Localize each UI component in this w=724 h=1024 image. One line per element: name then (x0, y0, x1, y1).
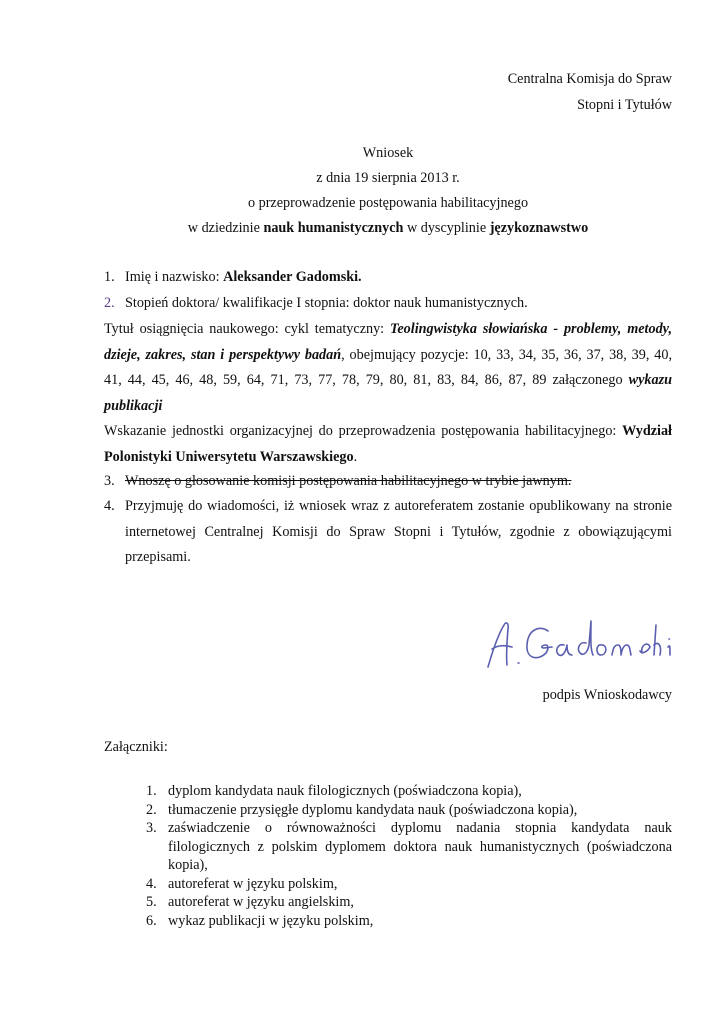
attachment-item: 5. autoreferat w języku angielskim, (146, 894, 354, 910)
signature-drawing (482, 615, 682, 675)
applicant-name: Aleksander Gadomski. (223, 269, 362, 285)
attachment-item: 1. dyplom kandydata nauk filologicznych (poświadczona kopia), (146, 783, 522, 799)
signature-caption: podpis Wnioskodawcy (542, 687, 672, 703)
unit-label: Wskazanie jednostki organizacyjnej do przeprowadzenia postępowania habilitacyjnego: (104, 423, 623, 439)
document-subject: o przeprowadzenie postępowania habilitacyjnego (247, 195, 529, 211)
item-4 (104, 494, 672, 571)
item-1-label: Imię i nazwisko: (125, 269, 224, 285)
title-block (104, 141, 672, 241)
item-2 (104, 291, 672, 316)
document-field-line: w dziedzinie nauk humanistycznych w dyscyplinie językoznawstwo (187, 220, 589, 236)
recipient-line-1: Centralna Komisja do Spraw (507, 71, 672, 87)
item-4-text: Przyjmuję do wiadomości, iż wniosek wraz z autoreferatem zostanie opublikowany na stronie internetowej Centralnej Komisji do Spraw Stopni i Tytułów, zgodnie z obowiązującymi przepisami. (125, 498, 672, 565)
attachment-item: 2. tłumaczenie przysięgłe dyplomu kandydata nauk (poświadczona kopia), (146, 801, 578, 818)
discipline-name: językoznawstwo (489, 220, 589, 236)
item-2-number: 2. (104, 295, 115, 311)
unit-paragraph: Wskazanie jednostki organizacyjnej do przeprowadzenia postępowania habilitacyjnego: Wydział Polonistyki Uniwersytetu Warszawskiego. (104, 423, 672, 465)
document-date: z dnia 19 sierpnia 2013 r. (316, 170, 460, 186)
item-2-text: Stopień doktora/ kwalifikacje I stopnia: doktor nauk humanistycznych. (125, 295, 528, 311)
item-3 (104, 469, 672, 494)
unit-name: Wydział Polonistyki Uniwersytetu Warszawskiego (104, 423, 672, 465)
attachments-list (146, 782, 672, 930)
item-4-number: 4. (104, 498, 115, 514)
item-3-text: Wnoszę o głosowanie komisji postępowania habilitacyjnego w trybie jawnym. (125, 473, 572, 489)
attachments-heading: Załączniki: (104, 739, 168, 755)
attachment-item: 4. autoreferat w języku polskim, (146, 875, 338, 892)
recipient-block (400, 66, 672, 118)
achievement-title: Teolingwistyka słowiańska - problemy, metody, dzieje, zakres, stan i perspektywy badań (104, 321, 672, 363)
document-heading: Wniosek (362, 145, 414, 161)
publication-list-ref: wykazu publikacji (104, 372, 672, 414)
item-1-number: 1. (104, 269, 115, 285)
item-1 (104, 265, 672, 290)
achievement-label: Tytuł osiągnięcia naukowego: cykl tematyczny: (104, 321, 390, 337)
attachment-item: 3. zaświadczenie o równoważności dyplomu nadania stopnia kandydata nauk filologicznych z polskim dyplomem doktora nauk humanistycznych (poświadczona kopia), (146, 820, 672, 873)
item-3-number: 3. (104, 473, 115, 489)
achievement-positions: , obejmujący pozycje: 10, 33, 34, 35, 36, 37, 38, 39, 40, 41, 44, 45, 46, 48, 59, 64, 71, 73, 77, 78, 79, 80, 81, 83, 84, 86, 87, 89 załączonego (104, 346, 672, 388)
field-name: nauk humanistycznych (263, 220, 404, 236)
attachment-item: 6. wykaz publikacji w języku polskim, (146, 912, 374, 929)
achievement-paragraph (104, 317, 672, 419)
handwritten-signature (482, 615, 682, 675)
recipient-line-2: Stopni i Tytułów (577, 97, 672, 113)
